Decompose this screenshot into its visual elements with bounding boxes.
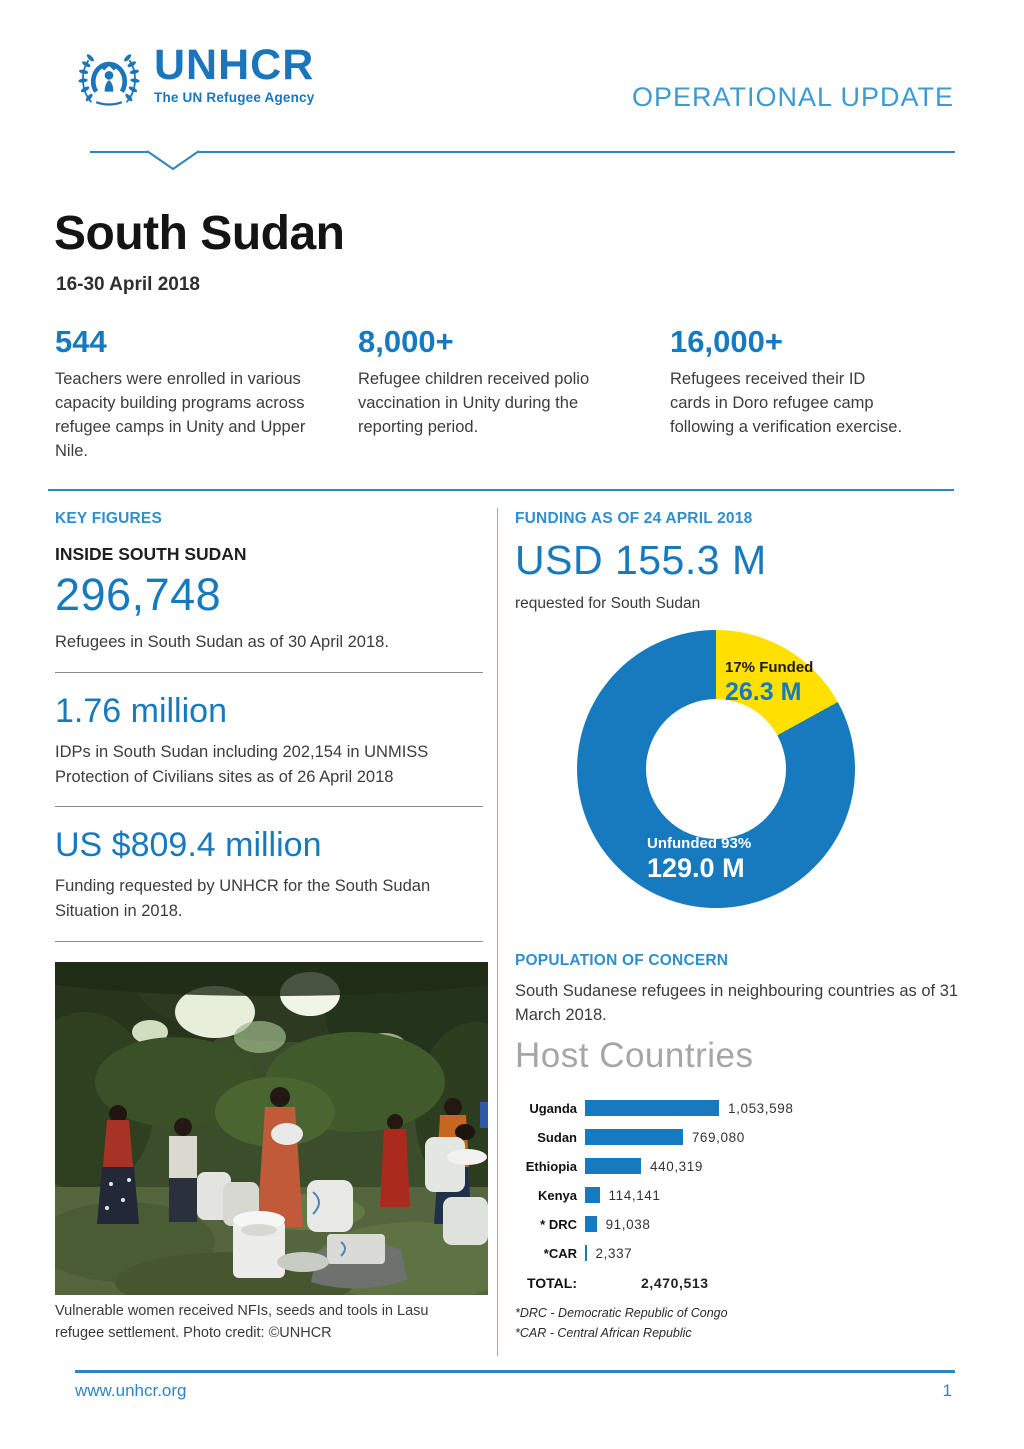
funding-caption: requested for South Sudan xyxy=(515,595,701,612)
inside-south-sudan-label: INSIDE SOUTH SUDAN xyxy=(55,544,247,564)
highlight-value: 16,000+ xyxy=(670,324,783,359)
total-label: TOTAL: xyxy=(526,1274,577,1291)
highlights-row xyxy=(55,324,955,464)
funded-amount-label: 26.3 M xyxy=(725,678,802,706)
column-divider xyxy=(497,508,498,1356)
chevron-down-icon xyxy=(145,150,201,172)
bar-category-label: Sudan xyxy=(537,1129,577,1145)
unhcr-url-link[interactable]: www.unhcr.org xyxy=(75,1381,187,1400)
funding-amount: USD 155.3 M xyxy=(515,537,767,583)
bar-value-label: 769,080 xyxy=(691,1129,745,1145)
highlight-value: 8,000+ xyxy=(358,324,454,359)
divider xyxy=(55,672,483,673)
funding-requested-figure: US $809.4 million xyxy=(55,826,322,865)
divider xyxy=(55,806,483,807)
bar-value-label: 91,038 xyxy=(605,1216,651,1232)
bar xyxy=(585,1245,587,1261)
idps-figure-text: IDPs in South Sudan including 202,154 in UNMISS Protection of Civilians sites as of 26 April 2018 xyxy=(55,742,429,786)
highlight-value: 544 xyxy=(55,324,107,359)
bar-row xyxy=(515,1239,970,1268)
bar-row xyxy=(515,1181,970,1210)
highlight-polio xyxy=(358,324,652,464)
total-value: 2,470,513 xyxy=(641,1274,709,1291)
host-countries-bar-chart xyxy=(515,1094,970,1343)
funded-percent-label: 17% Funded xyxy=(725,659,814,676)
photo-block xyxy=(55,962,488,1345)
highlight-text: Teachers were enrolled in various capacity building programs across refugee camps in Unity and Upper Nile. xyxy=(55,370,306,460)
highlight-id-cards xyxy=(670,324,955,464)
footer-divider xyxy=(75,1370,955,1373)
bar xyxy=(585,1129,683,1145)
funding-section xyxy=(515,510,955,908)
bar xyxy=(585,1158,641,1174)
page-title: South Sudan xyxy=(54,207,345,260)
highlight-text: Refugee children received polio vaccination in Unity during the reporting period. xyxy=(358,370,590,436)
bar-row xyxy=(515,1210,970,1239)
bar xyxy=(585,1187,600,1203)
bar-category-label: Kenya xyxy=(537,1187,577,1203)
bar-row xyxy=(515,1123,970,1152)
brand-tagline: The UN Refugee Agency xyxy=(154,90,315,105)
section-divider xyxy=(48,489,954,491)
total-row xyxy=(515,1275,970,1291)
bar-category-label: *CAR xyxy=(543,1245,577,1261)
unfunded-percent-label: Unfunded 93% xyxy=(647,835,752,852)
divider xyxy=(55,941,483,942)
population-heading: POPULATION OF CONCERN xyxy=(515,952,729,969)
bar-rows xyxy=(515,1094,970,1268)
brand-name: UNHCR xyxy=(154,41,315,89)
funding-requested-text: Funding requested by UNHCR for the South Sudan Situation in 2018. xyxy=(55,877,431,920)
population-text: South Sudanese refugees in neighbouring countries as of 31 March 2018. xyxy=(515,982,959,1024)
logo-text xyxy=(154,41,315,105)
bar-value-label: 114,141 xyxy=(608,1187,661,1203)
bar-category-label: Uganda xyxy=(529,1100,577,1116)
bar-category-label: * DRC xyxy=(540,1216,577,1232)
highlight-text: Refugees received their ID cards in Doro refugee camp following a verification exercise. xyxy=(670,370,903,436)
key-figures-heading: KEY FIGURES xyxy=(55,510,162,527)
date-range: 16-30 April 2018 xyxy=(56,274,200,295)
unhcr-logo xyxy=(74,41,315,116)
bar xyxy=(585,1216,597,1232)
bar xyxy=(585,1100,719,1116)
photo-illustration xyxy=(55,962,488,1295)
bar-value-label: 440,319 xyxy=(650,1158,703,1174)
footnote: *DRC - Democratic Republic of Congo xyxy=(515,1305,728,1320)
footnote: *CAR - Central African Republic xyxy=(515,1325,692,1340)
bar-category-label: Ethiopia xyxy=(525,1158,577,1174)
header-divider xyxy=(90,151,955,153)
funding-donut-chart xyxy=(577,630,855,908)
population-section xyxy=(515,952,970,1343)
highlight-teachers xyxy=(55,324,340,464)
unfunded-amount-label: 129.0 M xyxy=(647,853,745,883)
host-countries-title: Host Countries xyxy=(515,1035,754,1075)
idps-figure: 1.76 million xyxy=(55,691,227,730)
photo-caption: Vulnerable women received NFIs, seeds and tools in Lasu refugee settlement. Photo credit: ©UNHCR xyxy=(55,1303,429,1341)
page-number: 1 xyxy=(942,1381,952,1400)
donut-hole xyxy=(646,699,786,839)
bar-value-label: 2,337 xyxy=(595,1245,633,1261)
key-figures-section xyxy=(55,510,483,961)
doc-type-label: OPERATIONAL UPDATE xyxy=(631,82,954,112)
chart-footnotes xyxy=(515,1303,970,1343)
refugees-figure-text: Refugees in South Sudan as of 30 April 2018. xyxy=(55,633,389,651)
funding-heading: FUNDING AS OF 24 APRIL 2018 xyxy=(515,510,753,527)
bar-value-label: 1,053,598 xyxy=(728,1100,794,1116)
bar-row xyxy=(515,1152,970,1181)
unhcr-emblem-icon xyxy=(74,44,144,116)
refugees-figure: 296,748 xyxy=(55,569,222,620)
bar-row xyxy=(515,1094,970,1123)
